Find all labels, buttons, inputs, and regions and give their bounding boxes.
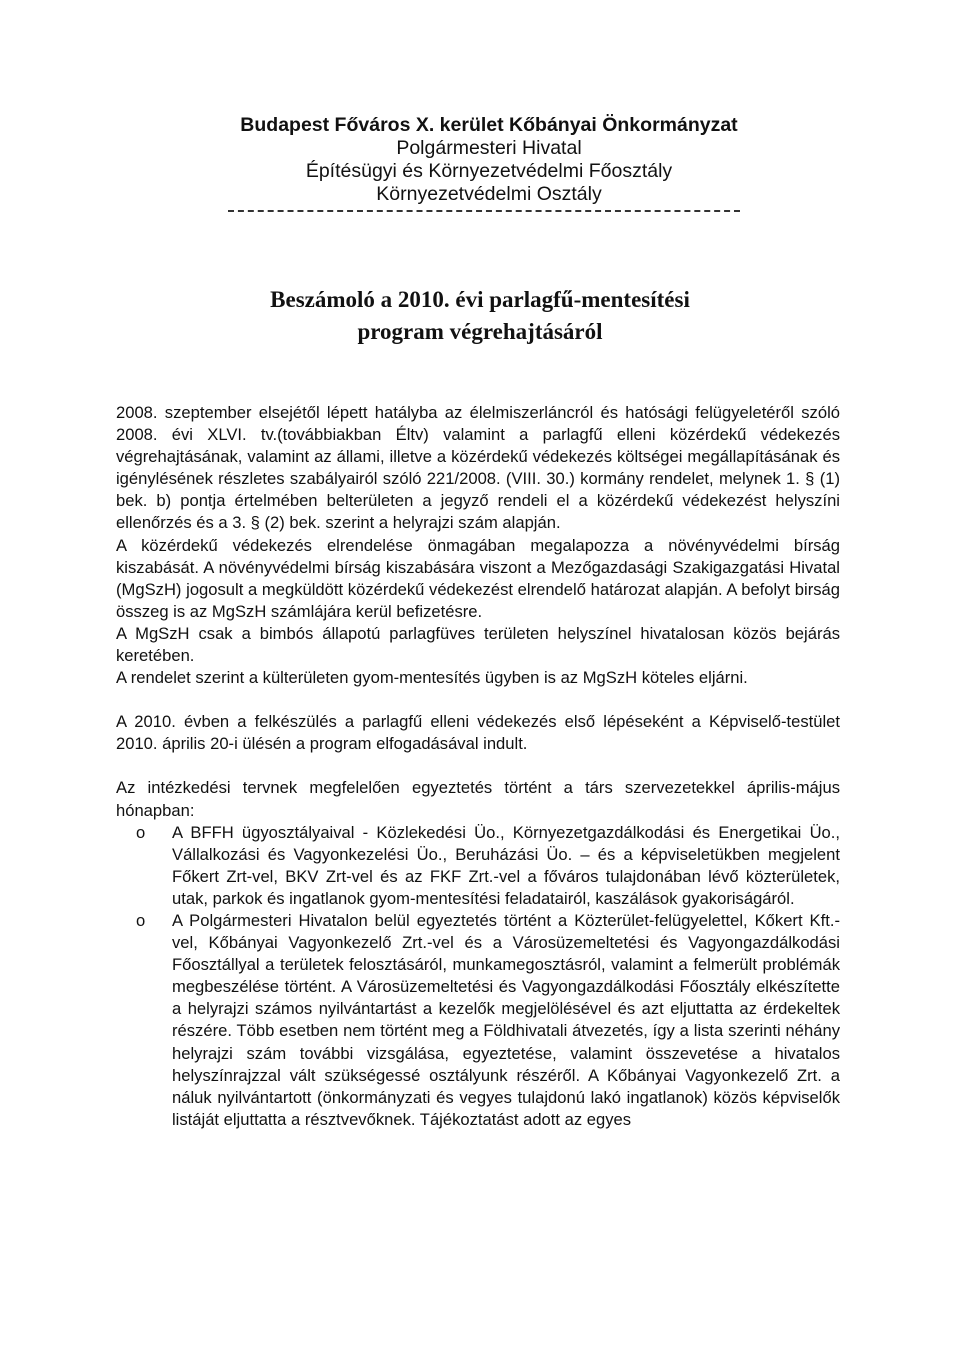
- paragraph-mgszh-inspection: A MgSzH csak a bimbós állapotú parlagfüves területen helyszínel hivatalosan közös bejárás keretében.: [116, 623, 840, 666]
- organization-name: Budapest Főváros X. kerület Kőbányai Önkormányzat: [240, 114, 738, 136]
- paragraph-outskirts: A rendelet szerint a külterületen gyom-mentesítés ügyben is az MgSzH köteles eljárni.: [116, 668, 748, 688]
- paragraph-preparation: A 2010. évben a felkészülés a parlagfű elleni védekezés első lépéseként a Képviselő-testület 2010. április 20-i ülésén a program elfogadásával indult.: [116, 712, 840, 754]
- department-name: Építésügyi és Környezetvédelmi Főosztály: [305, 160, 673, 182]
- paragraph-coordination: Az intézkedési tervnek megfelelően egyeztetés történt a társ szervezetekkel április-május hónapban:: [116, 778, 840, 820]
- list-item-text: A BFFH ügyosztályaival - Közlekedési Üo., Környezetgazdálkodási és Energetikai Üo., Vállalkozási és Vagyonkezelési Üo., Beruházási Üo. – és a képviseletükben megjelent Főkert Zrt-vel, BKV Zrt-vel és az FKF Zrt.-vel a főváros tulajdonában lévő közterületek, utak, parkok és ingatlanok gyom-mentesítési feladatairól, kaszálások gyakoriságáról.: [172, 822, 840, 908]
- coordination-list: [116, 822, 840, 1131]
- list-item: [116, 910, 840, 1131]
- paragraph-legal-basis: 2008. szeptember elsejétől lépett hatályba az élelmiszerláncról és hatósági felügyeletéről szóló 2008. évi XLVI. tv.(továbbiakban Éltv) valamint a parlagfű elleni közérdekű védekezés végrehajtásának, valamint az állami, illetve a közérdekű védekezés költségei megállapításának és igénylésének részletes szabályairól szóló 221/2008. (VIII. 30.) kormány rendelet, melynek 1. § (1) bek. b) pontja értelmében belterületen a jegyző rendeli el a közérdekű védekezést helyszíni ellenőrzés és a 3. § (2) bek. szerint a helyrajzi szám alapján.: [116, 403, 840, 533]
- bullet-marker: o: [136, 910, 146, 930]
- paragraph-fine: A közérdekű védekezés elrendelése önmagában megalapozza a növényvédelmi bírság kiszabását. A növényvédelmi bírság kiszabására viszont a Mezőgazdasági Szakigazgatási Hivatal (MgSzH) jogosult a megküldött közérdekű védekezést elrendelő határozat alapján. A befolyt birság összeg is az MgSzH számlájára kerül befizetésre.: [116, 535, 840, 621]
- office-name: Polgármesteri Hivatal: [396, 137, 582, 159]
- document-title: [180, 284, 780, 348]
- document-body: [116, 402, 840, 1131]
- title-line-1: Beszámoló a 2010. évi parlagfű-mentesítési: [270, 287, 690, 312]
- title-line-2: program végrehajtásáról: [357, 319, 603, 344]
- list-item: [116, 822, 840, 910]
- header-divider: [228, 210, 740, 212]
- bullet-marker: o: [136, 822, 146, 842]
- division-name: Környezetvédelmi Osztály: [376, 183, 602, 205]
- list-item-text: A Polgármesteri Hivatalon belül egyeztetés történt a Közterület-felügyelettel, Kőkert Kft.-vel, Kőbányai Vagyonkezelő Zrt.-vel és a Városüzemeltetési és Vagyongazdálkodási Főosztállyal a területek felosztásáról, munkamegosztásról, valamint a felmerült problémák megbeszélése történt. A Városüzemeltetési és Vagyongazdálkodási Főosztály elkészítette a helyrajzi számos nyilvántartást a kezelők megjelölésével és azt eljuttatta az érdekeltek részére. Több esetben nem történt meg a Földhivatali átvezetés, így a lista szerinti néhány helyrajzi szám további vizsgálása, egyeztetése, valamint összevetése a hivatalos helyszínrajzzal vált szükségessé osztályunk részéről. A Kőbányai Vagyonkezelő Zrt. a náluk nyilvántartott (önkormányzati és vegyes tulajdonú lakó ingatlanok) közös képviselők listáját eljuttatta a résztvevőknek. Tájékoztatást adott az egyes: [172, 910, 840, 1129]
- letterhead: [236, 114, 742, 206]
